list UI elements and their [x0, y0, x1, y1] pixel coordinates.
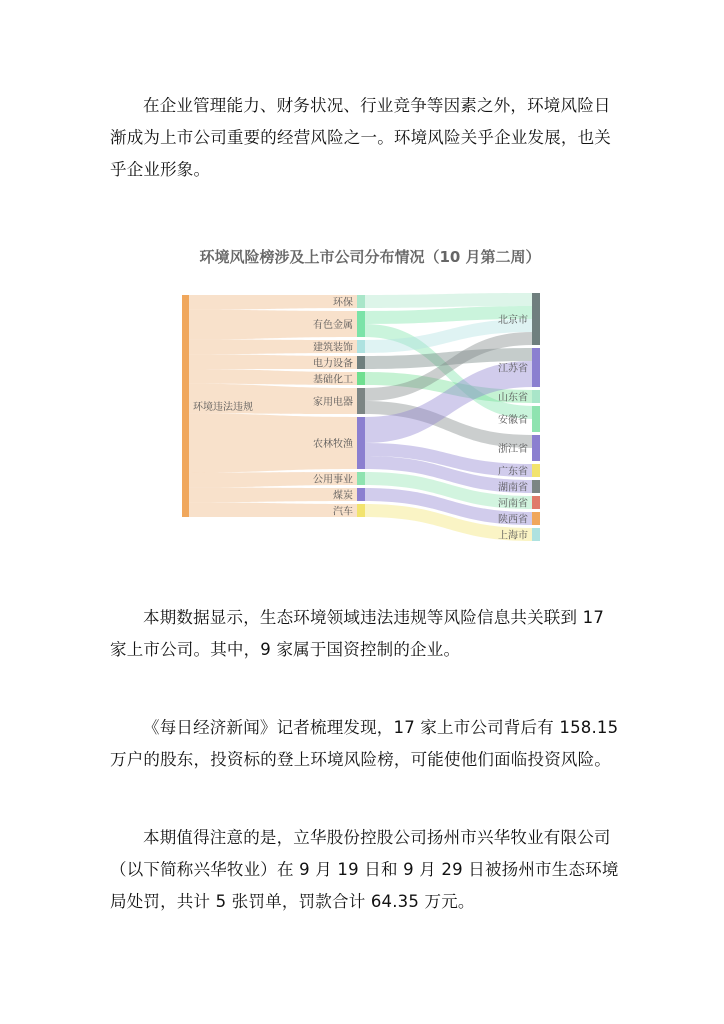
- node-industry-label-7: 公用事业: [313, 474, 353, 486]
- node-province-5: [532, 464, 540, 477]
- link-source-0: [189, 295, 357, 310]
- node-province-label-3: 安徽省: [498, 415, 528, 426]
- sankey-svg: [160, 240, 580, 550]
- node-industry-6: [357, 417, 365, 469]
- node-industry-label-3: 电力设备: [313, 358, 353, 370]
- node-province-4: [532, 435, 540, 461]
- node-industry-label-9: 汽车: [333, 506, 353, 518]
- node-industry-label-2: 建筑装饰: [313, 342, 353, 354]
- node-province-6: [532, 480, 540, 493]
- node-province-label-9: 上海市: [498, 530, 528, 542]
- node-province-3: [532, 406, 540, 432]
- node-industry-7: [357, 472, 365, 485]
- node-industry-label-1: 有色金属: [313, 320, 353, 331]
- node-province-2: [532, 390, 540, 403]
- node-industry-5: [357, 388, 365, 414]
- node-industry-label-0: 环保: [333, 297, 353, 309]
- intro-paragraph: 在企业管理能力、财务状况、行业竞争等因素之外，环境风险日渐成为上市公司重要的经营风险之一。环境风险关乎企业发展，也关乎企业形象。: [110, 96, 611, 179]
- node-province-7: [532, 496, 540, 509]
- node-industry-9: [357, 504, 365, 517]
- node-industry-3: [357, 356, 365, 369]
- node-province-8: [532, 512, 540, 525]
- node-province-label-5: 广东省: [498, 466, 528, 478]
- node-province-label-2: 山东省: [498, 392, 528, 404]
- shareholder-paragraph: 《每日经济新闻》记者梳理发现，17 家上市公司背后有 158.15 万户的股东，投资标的登上环境风险榜，可能使他们面临投资风险。: [110, 718, 619, 769]
- node-province-label-0: 北京市: [498, 315, 528, 326]
- link-source-8: [189, 487, 357, 502]
- node-province-label-1: 江苏省: [498, 363, 528, 375]
- sankey-chart: [160, 240, 580, 550]
- data-paragraph: 本期数据显示，生态环境领域违法违规等风险信息共关联到 17 家上市公司。其中，9 家属于国资控制的企业。: [110, 608, 605, 659]
- node-province-label-8: 陕西省: [498, 514, 528, 526]
- node-province-label-7: 河南省: [498, 498, 528, 510]
- node-industry-label-5: 家用电器: [313, 397, 353, 408]
- link-source-9: [189, 502, 357, 517]
- link-0: [365, 293, 532, 308]
- node-industry-label-6: 农林牧渔: [313, 439, 353, 450]
- chart-title: 环境风险榜涉及上市公司分布情况（10 月第二周）: [199, 248, 541, 266]
- penalty-paragraph: 本期值得注意的是，立华股份控股公司扬州市兴华牧业有限公司（以下简称兴华牧业）在 9 月 19 日和 9 月 29 日被扬州市生态环境局处罚，共计 5 张罚单，罚款合计 64.35 万元。: [110, 828, 619, 911]
- node-industry-0: [357, 295, 365, 308]
- node-province-label-4: 浙江省: [498, 444, 528, 455]
- node-industry-4: [357, 372, 365, 385]
- node-industry-label-4: 基础化工: [313, 374, 353, 386]
- node-source: [182, 295, 189, 517]
- node-industry-2: [357, 340, 365, 353]
- node-industry-1: [357, 311, 365, 337]
- node-province-0: [532, 293, 540, 345]
- node-province-1: [532, 348, 540, 387]
- node-industry-label-8: 煤炭: [333, 490, 353, 502]
- node-source-label: 环境违法违规: [193, 402, 253, 413]
- node-province-label-6: 湖南省: [498, 482, 528, 494]
- node-province-9: [532, 528, 540, 541]
- node-industry-8: [357, 488, 365, 501]
